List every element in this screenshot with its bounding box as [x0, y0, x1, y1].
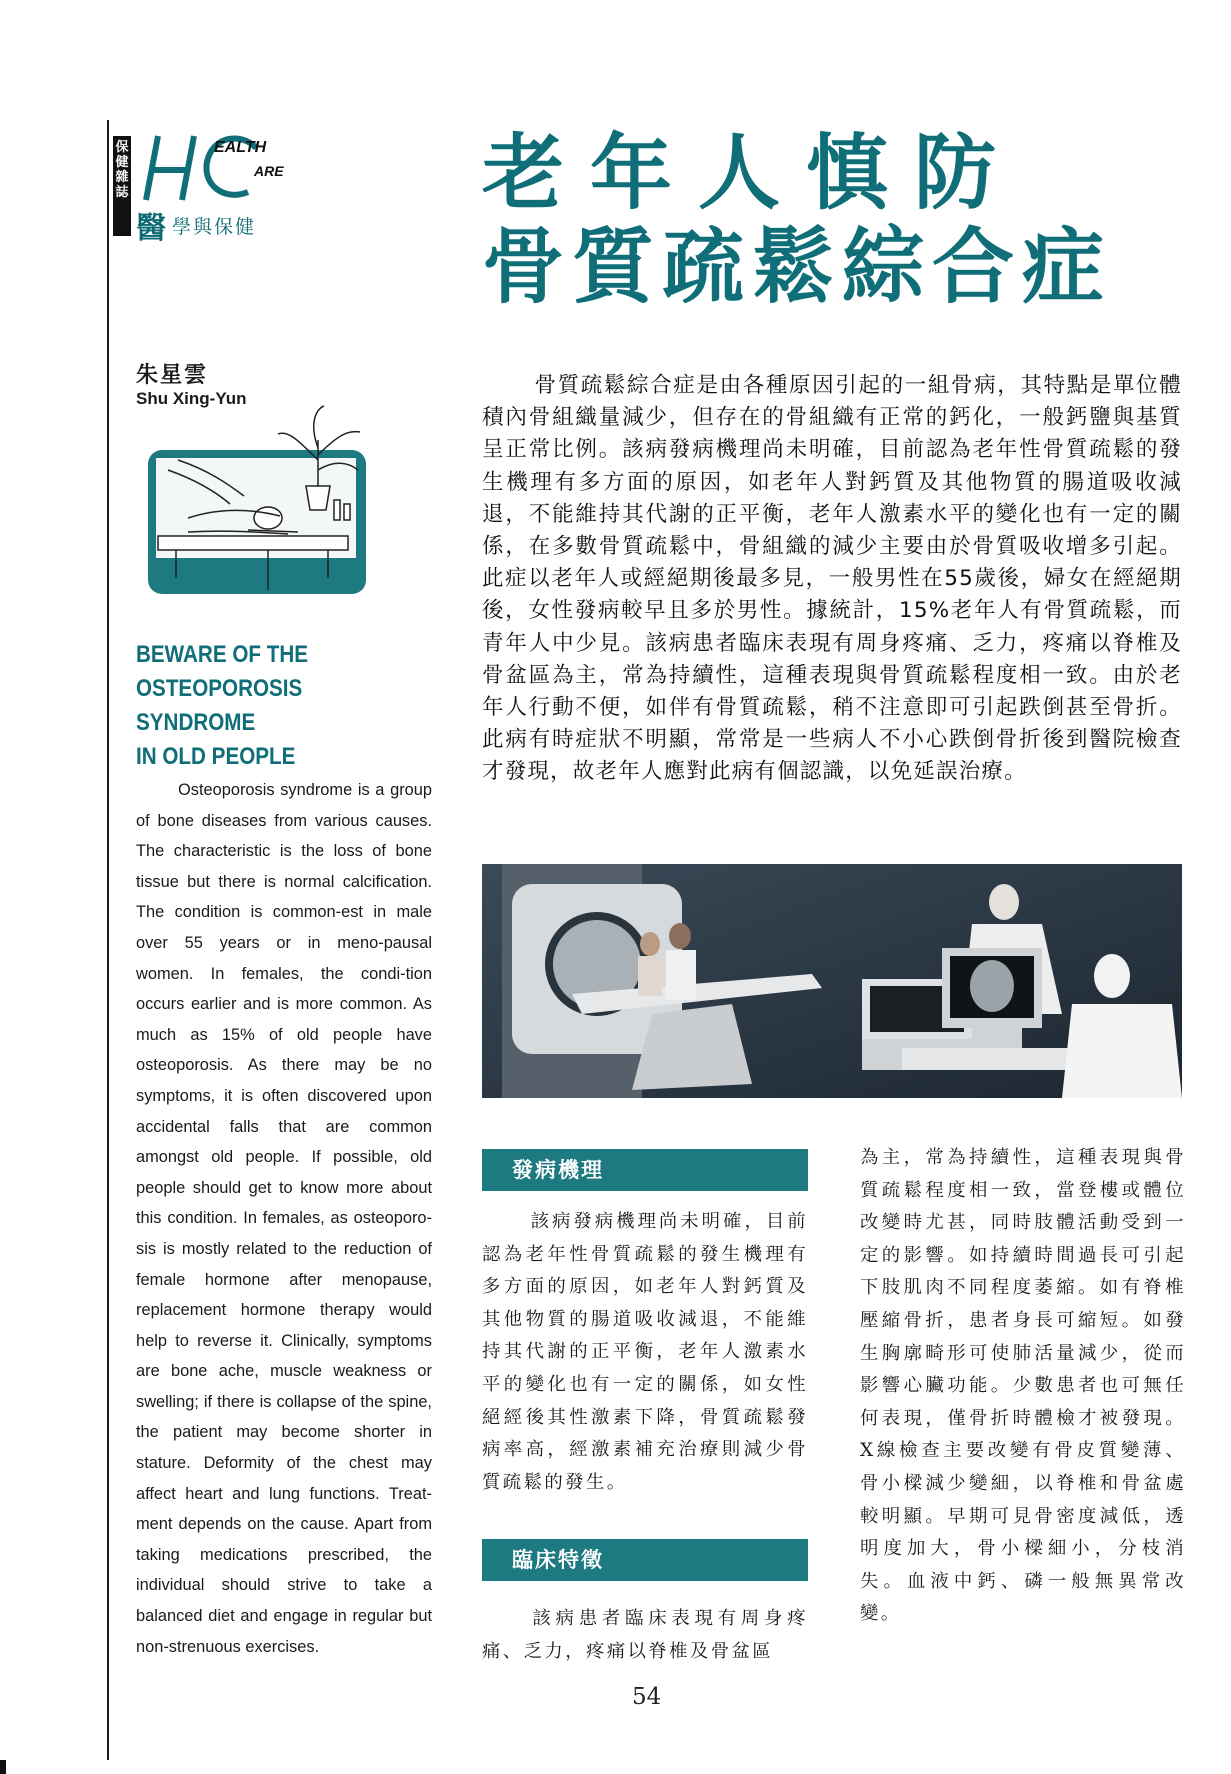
logo-subtitle: 學與保健: [172, 216, 257, 238]
section-heading-mechanism: 發病機理: [482, 1149, 808, 1191]
section-body-clinical: [482, 1603, 808, 1668]
logo-care-text: ARE: [254, 163, 284, 179]
page-number: 54: [632, 1684, 662, 1710]
author-name-english: Shu Xing-Yun: [136, 389, 247, 408]
section-body-clinical-continued: 為主，常為持續性，這種表現與骨質疏鬆程度相一致，當登樓或體位改變時尤甚，同時肢體活動受到一定的影響。如持續時間過長可引起下肢肌肉不同程度萎縮。如有脊椎壓縮骨折，患者身長可縮短。如發生胸廓畸形可使肺活量減少，從而影響心臟功能。少數患者也可無任何表現，僅骨折時體檢才被發現。X線檢查主要改變有骨皮質變薄、骨小樑減少變細，以脊椎和骨盆處較明顯。早期可見骨密度減低，透明度加大，骨小樑細小，分枝消失。血液中鈣、磷一般無異常改變。: [860, 1147, 1186, 1625]
series-char: 健: [115, 155, 129, 170]
margin-rule: [107, 120, 109, 1760]
scan-corner-mark: [0, 1760, 6, 1774]
series-char: 保: [115, 140, 129, 155]
english-summary: [136, 775, 432, 1662]
english-title: [136, 638, 394, 774]
article-title-line-1: 老年人慎防: [482, 125, 1023, 221]
section-body-mechanism: [482, 1206, 808, 1499]
logo-health-text: EALTH: [214, 139, 267, 156]
series-char: 誌: [115, 185, 129, 200]
section-heading-clinical: 臨床特徵: [482, 1539, 808, 1581]
massage-illustration: [148, 400, 374, 596]
healthcare-logo: [136, 128, 296, 208]
ct-scanner-photo: [482, 864, 1182, 1098]
section-body-text: 該病發病機理尚未明確，目前認為老年性骨質疏鬆的發生機理有多方面的原因，如老年人對鈣質及其他物質的腸道吸收減退，不能維持其代謝的正平衡，老年人激素水平的變化也有一定的關係，如女性絕經後其性激素下降，骨質疏鬆發病率高，經激素補充治療則減少骨質疏鬆的發生。: [482, 1211, 808, 1493]
series-char: 雜: [115, 170, 129, 185]
english-summary-text: Osteoporosis syndrome is a group of bone diseases from various causes. The characteristic is the loss of bone tissue but there is normal calcification. The condition is common-est in male over 55 years or in meno-pausal women. In females, the condi-tion occurs earlier and is more common. As much as 15% of old people have osteoporosis. As there may be no symptoms, it is often discovered upon accidental falls that are common amongst old people. If possible, old people should get to know more about this condition. In females, as osteoporo-sis is mostly related to the reduction of female hormone after menopause, replacement hormone therapy would help to reverse it. Clinically, symptoms are bone ache, muscle weakness or swelling; if there is collapse of the spine, the patient may become shorter in stature. Deformity of the chest may affect heart and lung functions. Treat-ment depends on the cause. Apart from taking medications prescribed, the individual should strive to take a balanced diet and engage in regular but non-strenuous exercises.: [136, 781, 432, 1656]
intro-text: 骨質疏鬆綜合症是由各種原因引起的一組骨病，其特點是單位體積內骨組織量減少，但存在的骨組織有正常的鈣化，一般鈣鹽與基質呈正常比例。該病發病機理尚未明確，目前認為老年性骨質疏鬆的發生機理有多方面的原因，如老年人對鈣質及其他物質的腸道吸收減退，不能維持其代謝的正平衡，老年人激素水平的變化也有一定的關係，在多數骨質疏鬆中，骨組織的減少主要由於骨質吸收增多引起。此症以老年人或經絕期後最多見，一般男性在55歲後，婦女在經絕期後，女性發病較早且多於男性。據統計，15%老年人有骨質疏鬆，而青年人中少見。該病患者臨床表現有周身疼痛、乏力，疼痛以脊椎及骨盆區為主，常為持續性，這種表現與骨質疏鬆程度相一致。由於老年人行動不便，如伴有骨質疏鬆，稍不注意即可引起跌倒甚至骨折。此病有時症狀不明顯，常常是一些病人不小心跌倒骨折後到醫院檢查才發現，故老年人應對此病有個認識，以免延誤治療。: [482, 373, 1182, 785]
intro-paragraph: [482, 370, 1182, 789]
author-name-chinese: 朱星雲: [136, 363, 209, 388]
article-title-line-2: 骨質疏鬆綜合症: [482, 219, 1113, 315]
english-title-line: OSTEOPOROSIS SYNDROME: [136, 675, 303, 736]
english-title-line: IN OLD PEOPLE: [136, 743, 296, 770]
magazine-series-label: [113, 136, 131, 236]
section-body-text: 該病患者臨床表現有周身疼痛、乏力，疼痛以脊椎及骨盆區: [482, 1608, 808, 1662]
english-title-line: BEWARE OF THE: [136, 641, 309, 668]
logo-yi-character: 醫: [136, 211, 166, 246]
